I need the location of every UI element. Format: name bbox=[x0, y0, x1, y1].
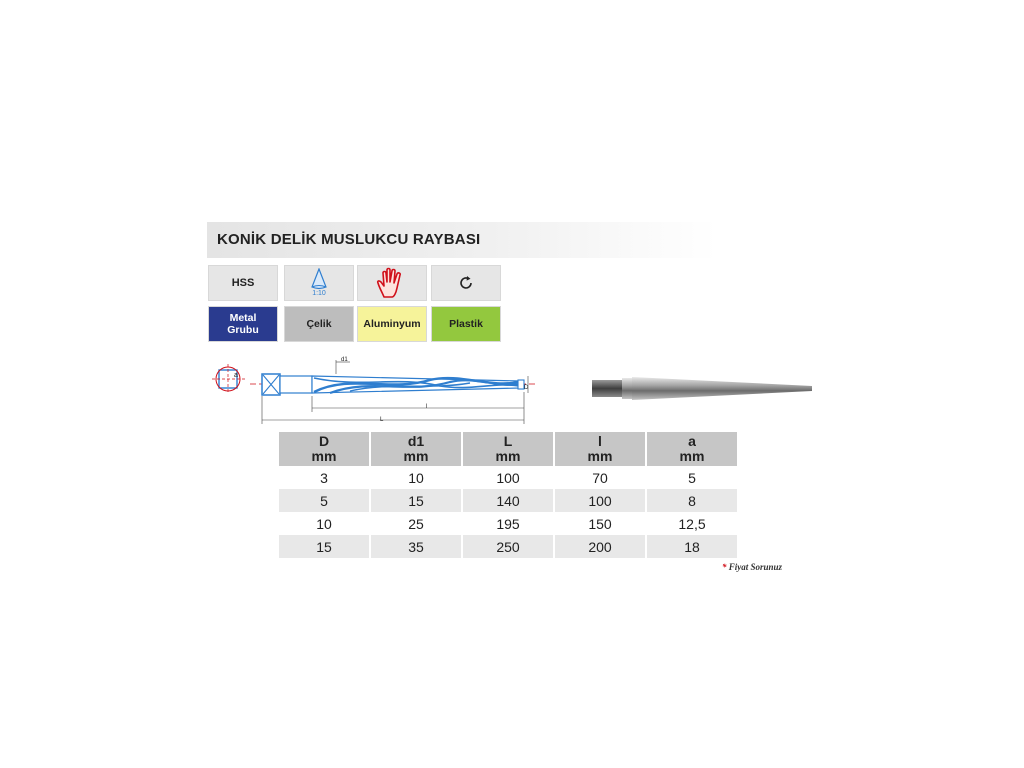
material-group-aluminyum bbox=[357, 306, 427, 342]
taper-cell bbox=[284, 265, 354, 301]
table-row bbox=[279, 512, 738, 535]
table-cell: 5 bbox=[646, 466, 738, 489]
material-group-aluminyum-label: Aluminyum bbox=[363, 318, 421, 330]
table-cell: 12,5 bbox=[646, 512, 738, 535]
material-hss-cell bbox=[208, 265, 278, 301]
label-a: a bbox=[234, 372, 238, 379]
note-text: Fiyat Sorunuz bbox=[728, 562, 783, 572]
header-d1: d1 mm bbox=[370, 432, 462, 466]
table-cell: 195 bbox=[462, 512, 554, 535]
material-group-metal bbox=[208, 306, 278, 342]
table-cell: 15 bbox=[279, 535, 370, 558]
material-group-plastik-label: Plastik bbox=[449, 318, 483, 330]
table-cell: 100 bbox=[554, 489, 646, 512]
hand-icon bbox=[375, 266, 409, 300]
table-row bbox=[279, 466, 738, 489]
table-cell: 5 bbox=[279, 489, 370, 512]
table-cell: 15 bbox=[370, 489, 462, 512]
material-group-celik-label: Çelik bbox=[306, 318, 332, 330]
table-cell: 18 bbox=[646, 535, 738, 558]
table-cell: 25 bbox=[370, 512, 462, 535]
label-d1: d1 bbox=[341, 357, 348, 363]
header-l: l mm bbox=[554, 432, 646, 466]
material-group-metal-label: Metal Grubu bbox=[227, 312, 259, 336]
table-cell: 3 bbox=[279, 466, 370, 489]
table-cell: 250 bbox=[462, 535, 554, 558]
header-D: D mm bbox=[279, 432, 370, 466]
header-L: L mm bbox=[462, 432, 554, 466]
spec-table bbox=[279, 432, 739, 558]
table-row bbox=[279, 489, 738, 512]
price-note bbox=[722, 562, 782, 572]
technical-drawing bbox=[210, 352, 540, 432]
hand-cell bbox=[357, 265, 427, 301]
reamer-photo bbox=[590, 368, 815, 408]
note-star: * bbox=[722, 562, 727, 572]
header-a: a mm bbox=[646, 432, 738, 466]
table-row bbox=[279, 535, 738, 558]
table-cell: 10 bbox=[279, 512, 370, 535]
title-bar bbox=[207, 222, 717, 258]
rotation-icon bbox=[458, 275, 474, 291]
table-cell: 35 bbox=[370, 535, 462, 558]
product-title: KONİK DELİK MUSLUKCU RAYBASI bbox=[217, 231, 481, 248]
fluted-body bbox=[312, 376, 524, 393]
table-cell: 70 bbox=[554, 466, 646, 489]
cone-taper-icon bbox=[309, 268, 329, 290]
table-header-row bbox=[279, 432, 738, 466]
label-l: l bbox=[426, 404, 428, 410]
label-D: D bbox=[524, 385, 529, 391]
table-cell: 200 bbox=[554, 535, 646, 558]
material-group-plastik bbox=[431, 306, 501, 342]
material-group-celik bbox=[284, 306, 354, 342]
table-cell: 8 bbox=[646, 489, 738, 512]
label-L: L bbox=[380, 417, 384, 423]
rotation-cell bbox=[431, 265, 501, 301]
table-cell: 150 bbox=[554, 512, 646, 535]
shank bbox=[262, 374, 312, 395]
table-cell: 10 bbox=[370, 466, 462, 489]
table-cell: 140 bbox=[462, 489, 554, 512]
material-hss-label: HSS bbox=[231, 277, 255, 289]
table-cell: 100 bbox=[462, 466, 554, 489]
taper-ratio-label: 1:10 bbox=[312, 290, 326, 297]
end-view bbox=[212, 364, 246, 394]
